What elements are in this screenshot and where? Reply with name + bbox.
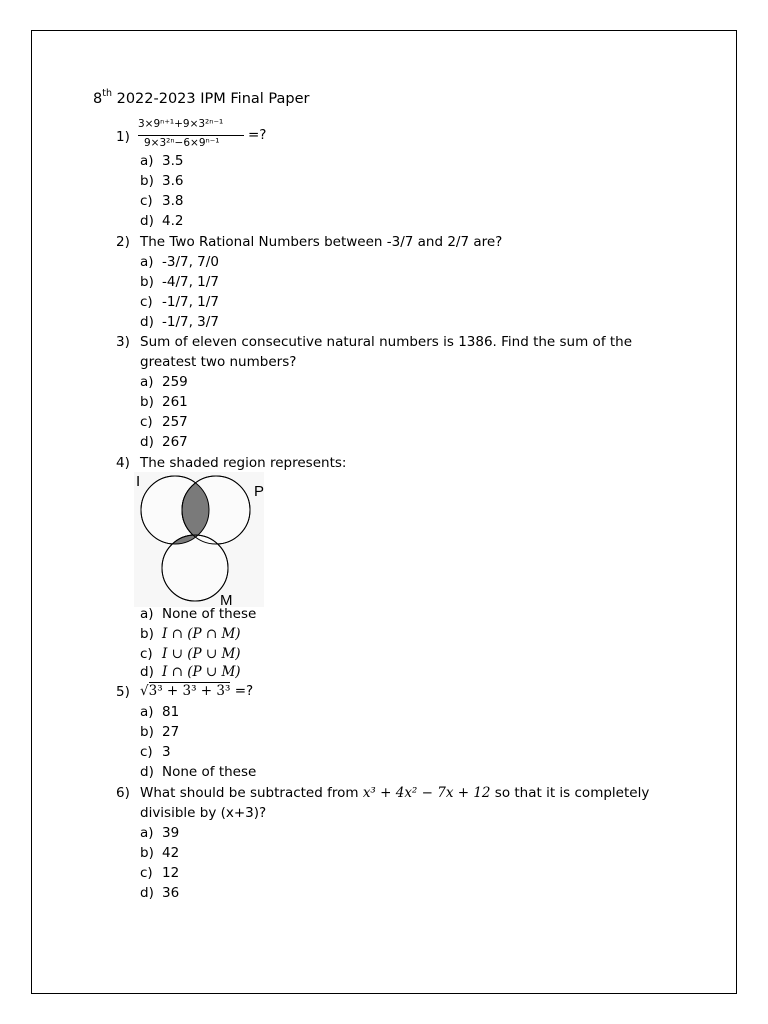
q2-option-c: -1/7, 1/7 (162, 294, 219, 310)
question-4-text: The shaded region represents: (140, 455, 347, 471)
q6-option-b: 42 (162, 845, 180, 861)
q5-option-c-letter: c) (140, 744, 153, 760)
q3-option-b-letter: b) (140, 394, 154, 410)
q4-option-a: None of these (162, 606, 257, 622)
q3-option-c: 257 (162, 414, 188, 430)
q4-option-c: I ∪ (P ∪ M) (162, 646, 241, 662)
q5-option-b-letter: b) (140, 724, 154, 740)
q6-option-c-letter: c) (140, 865, 153, 881)
q1-option-c: 3.8 (162, 193, 184, 209)
q1-equals: =? (248, 127, 267, 143)
q2-option-a: -3/7, 7/0 (162, 254, 219, 270)
fraction-bar (138, 135, 244, 136)
q6-option-d-letter: d) (140, 885, 154, 901)
q4-option-b-letter: b) (140, 626, 154, 642)
question-6-text-line-1: What should be subtracted from x³ + 4x² − 7x + 12 so that it is completely (140, 785, 650, 801)
q2-option-c-letter: c) (140, 294, 153, 310)
q1-option-d-letter: d) (140, 213, 154, 229)
question-4-number: 4) (116, 455, 130, 471)
q6-option-d: 36 (162, 885, 180, 901)
q1-option-c-letter: c) (140, 193, 153, 209)
q4-option-d-letter: d) (140, 664, 154, 680)
question-2-text: The Two Rational Numbers between -3/7 and 2/7 are? (140, 234, 503, 250)
question-5-expression (140, 683, 253, 699)
q5-option-d: None of these (162, 764, 257, 780)
q2-option-a-letter: a) (140, 254, 154, 270)
q1-option-d: 4.2 (162, 213, 184, 229)
q6-polynomial: x³ + 4x² − 7x + 12 (362, 785, 491, 801)
venn-label-m: M (220, 592, 233, 607)
q1-denominator: 9×3²ⁿ−6×9ⁿ⁻¹ (144, 137, 220, 149)
q6-option-c: 12 (162, 865, 180, 881)
q1-option-b: 3.6 (162, 173, 184, 189)
q6-option-a: 39 (162, 825, 180, 841)
q3-option-a-letter: a) (140, 374, 154, 390)
venn-label-p: P (254, 483, 265, 500)
q2-option-b-letter: b) (140, 274, 154, 290)
q1-option-b-letter: b) (140, 173, 154, 189)
q3-option-d: 267 (162, 434, 188, 450)
q4-option-b: I ∩ (P ∩ M) (162, 626, 241, 642)
paper-title: 8th 2022-2023 IPM Final Paper (93, 88, 310, 107)
radicand: 3³ + 3³ + 3³ (148, 683, 231, 699)
q6-option-a-letter: a) (140, 825, 154, 841)
q1-option-a: 3.5 (162, 153, 184, 169)
q6-option-b-letter: b) (140, 845, 154, 861)
question-6-text-line-2: divisible by (x+3)? (140, 805, 267, 821)
q2-option-d: -1/7, 3/7 (162, 314, 219, 330)
q3-option-b: 261 (162, 394, 188, 410)
q2-option-d-letter: d) (140, 314, 154, 330)
q3-option-d-letter: d) (140, 434, 154, 450)
venn-diagram (134, 472, 269, 607)
q1-numerator: 3×9ⁿ⁺¹+9×3²ⁿ⁻¹ (138, 118, 224, 130)
q5-option-d-letter: d) (140, 764, 154, 780)
q4-option-d: I ∩ (P ∪ M) (162, 664, 241, 680)
q5-option-a-letter: a) (140, 704, 154, 720)
q4-option-c-letter: c) (140, 646, 153, 662)
question-3-text-line-2: greatest two numbers? (140, 354, 297, 370)
q1-option-a-letter: a) (140, 153, 154, 169)
question-3-text-line-1: Sum of eleven consecutive natural numbers is 1386. Find the sum of the (140, 334, 633, 350)
q5-option-b: 27 (162, 724, 180, 740)
question-3-number: 3) (116, 334, 130, 350)
question-2-number: 2) (116, 234, 130, 250)
venn-label-i: I (136, 473, 141, 490)
q2-option-b: -4/7, 1/7 (162, 274, 219, 290)
q3-option-a: 259 (162, 374, 188, 390)
question-6-number: 6) (116, 785, 130, 801)
radical-sign: √ (140, 683, 149, 699)
question-1-number: 1) (116, 129, 130, 145)
q5-equals: =? (230, 683, 254, 699)
question-5-number: 5) (116, 684, 130, 700)
q3-option-c-letter: c) (140, 414, 153, 430)
q4-option-a-letter: a) (140, 606, 154, 622)
q5-option-a: 81 (162, 704, 180, 720)
q5-option-c: 3 (162, 744, 171, 760)
